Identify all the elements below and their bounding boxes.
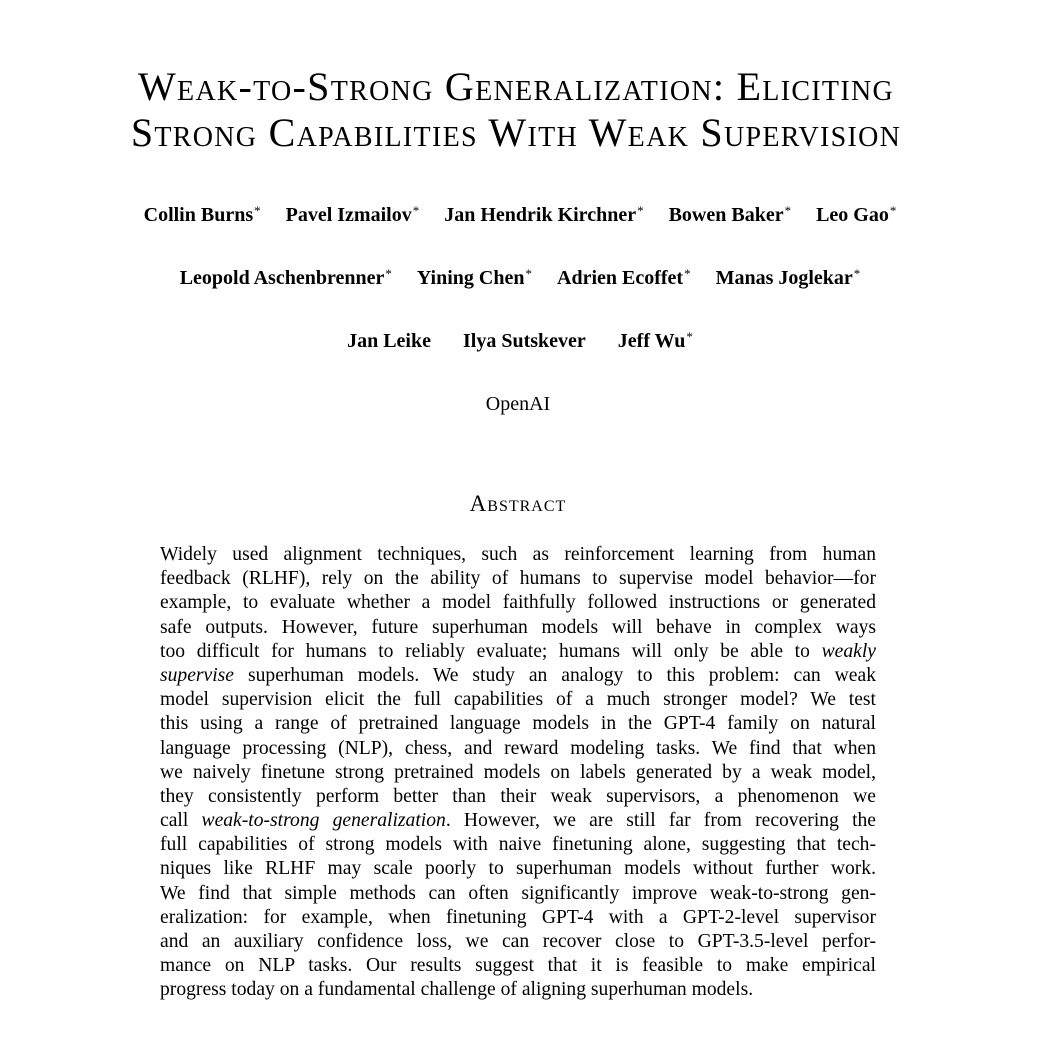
- equal-contribution-mark: *: [385, 266, 392, 281]
- abstract-line: [160, 978, 876, 1002]
- author-name-text: Jeff Wu: [617, 330, 686, 352]
- abstract-line: [160, 809, 876, 833]
- abstract-text: model supervision elicit the full capabilities of a much stronger model? We test: [160, 689, 876, 711]
- equal-contribution-mark: *: [686, 329, 693, 344]
- equal-contribution-mark: *: [637, 203, 644, 218]
- abstract-text: niques like RLHF may scale poorly to superhuman models without further work.: [160, 858, 876, 880]
- author-name-text: Adrien Ecoffet: [557, 267, 684, 289]
- author-name: [618, 329, 693, 353]
- abstract-heading: Abstract: [469, 491, 567, 516]
- abstract-line: [160, 543, 876, 567]
- equal-contribution-mark: *: [254, 203, 261, 218]
- author-name-text: Bowen Baker: [668, 204, 784, 226]
- paper-title: [0, 64, 1032, 156]
- author-row-2: [0, 266, 1040, 290]
- equal-contribution-mark: *: [684, 266, 691, 281]
- author-name: [816, 203, 896, 227]
- abstract-text: mance on NLP tasks. Our results suggest that it is feasible to make empirical: [160, 955, 876, 977]
- abstract-text: Widely used alignment techniques, such as reinforcement learning from human: [160, 544, 876, 565]
- abstract-line: [160, 833, 876, 857]
- author-row-3: [0, 329, 1040, 353]
- abstract-emphasis: weakly: [821, 640, 876, 662]
- abstract-text: too difficult for humans to reliably evaluate; humans will only be able to: [160, 640, 822, 662]
- abstract-line: [160, 616, 876, 640]
- abstract-body: [160, 543, 876, 1003]
- author-name-text: Yining Chen: [416, 267, 525, 289]
- abstract-text: example, to evaluate whether a model faithfully followed instructions or generated: [160, 592, 876, 614]
- equal-contribution-mark: *: [889, 203, 897, 218]
- author-name-text: Ilya Sutskever: [463, 330, 586, 352]
- paper-title-line-1: Weak-to-Strong Generalization: Eliciting: [137, 64, 895, 109]
- affiliation: OpenAI: [485, 393, 551, 415]
- abstract-line: [160, 882, 876, 906]
- author-name: [144, 203, 261, 227]
- abstract-line: [160, 930, 876, 954]
- author-name-text: Manas Joglekar: [715, 267, 853, 289]
- abstract-line: [160, 640, 876, 664]
- abstract-text: and an auxiliary confidence loss, we can recover close to GPT-3.5-level perfor-: [160, 931, 876, 952]
- paper-title-line-2: Strong Capabilities With Weak Supervision: [130, 110, 902, 155]
- abstract-line: [160, 954, 876, 978]
- author-name-text: Pavel Izmailov: [285, 204, 412, 226]
- abstract-line: [160, 761, 876, 785]
- abstract-text: . However, we are still far from recovering the: [445, 810, 877, 832]
- abstract-line: [160, 664, 876, 688]
- abstract-line: [160, 737, 876, 761]
- abstract-text: this using a range of pretrained language models in the GPT-4 family on natural: [160, 713, 876, 735]
- author-name: [347, 329, 431, 353]
- equal-contribution-mark: *: [784, 203, 792, 218]
- abstract-line: [160, 906, 876, 930]
- abstract-text: safe outputs. However, future superhuman models will behave in complex ways: [160, 616, 876, 638]
- abstract-line: [160, 785, 876, 809]
- abstract-emphasis: supervise: [160, 664, 235, 686]
- equal-contribution-mark: *: [853, 266, 861, 281]
- author-name: [463, 329, 586, 353]
- equal-contribution-mark: *: [412, 203, 420, 218]
- abstract-line: [160, 712, 876, 736]
- abstract-text: progress today on a fundamental challenge of aligning superhuman models.: [160, 979, 754, 1001]
- author-name: [669, 203, 792, 227]
- author-name-text: Collin Burns: [143, 204, 254, 226]
- author-row-1: [0, 203, 1040, 227]
- abstract-line: [160, 688, 876, 712]
- abstract-line: [160, 857, 876, 881]
- abstract-text: superhuman models. We study an analogy to this problem: can weak: [234, 664, 876, 686]
- author-name: [417, 266, 532, 290]
- author-name-text: Jan Leike: [347, 330, 431, 352]
- author-name-text: Leo Gao: [816, 204, 889, 226]
- author-name-text: Leopold Aschenbrenner: [179, 267, 385, 289]
- abstract-text: we naively finetune strong pretrained models on labels generated by a weak model,: [160, 761, 876, 783]
- equal-contribution-mark: *: [525, 266, 532, 281]
- author-name: [716, 266, 861, 290]
- abstract-text: full capabilities of strong models with naive finetuning alone, suggesting that tech-: [160, 834, 876, 856]
- abstract-text: We find that simple methods can often significantly improve weak-to-strong gen-: [160, 882, 876, 904]
- author-name: [180, 266, 392, 290]
- abstract-text: eralization: for example, when finetuning GPT-4 with a GPT-2-level supervisor: [160, 906, 876, 928]
- author-name: [557, 266, 691, 290]
- abstract-line: [160, 591, 876, 615]
- abstract-emphasis: weak-to-strong generalization: [201, 810, 446, 832]
- author-name-text: Jan Hendrik Kirchner: [444, 204, 637, 226]
- author-name: [286, 203, 420, 227]
- abstract-text: call: [160, 810, 202, 832]
- abstract-text: they consistently perform better than their weak supervisors, a phenomenon we: [160, 785, 876, 807]
- abstract-text: language processing (NLP), chess, and reward modeling tasks. We find that when: [160, 737, 876, 759]
- abstract-text: feedback (RLHF), rely on the ability of humans to supervise model behavior—for: [160, 568, 876, 590]
- author-name: [444, 203, 643, 227]
- abstract-line: [160, 567, 876, 591]
